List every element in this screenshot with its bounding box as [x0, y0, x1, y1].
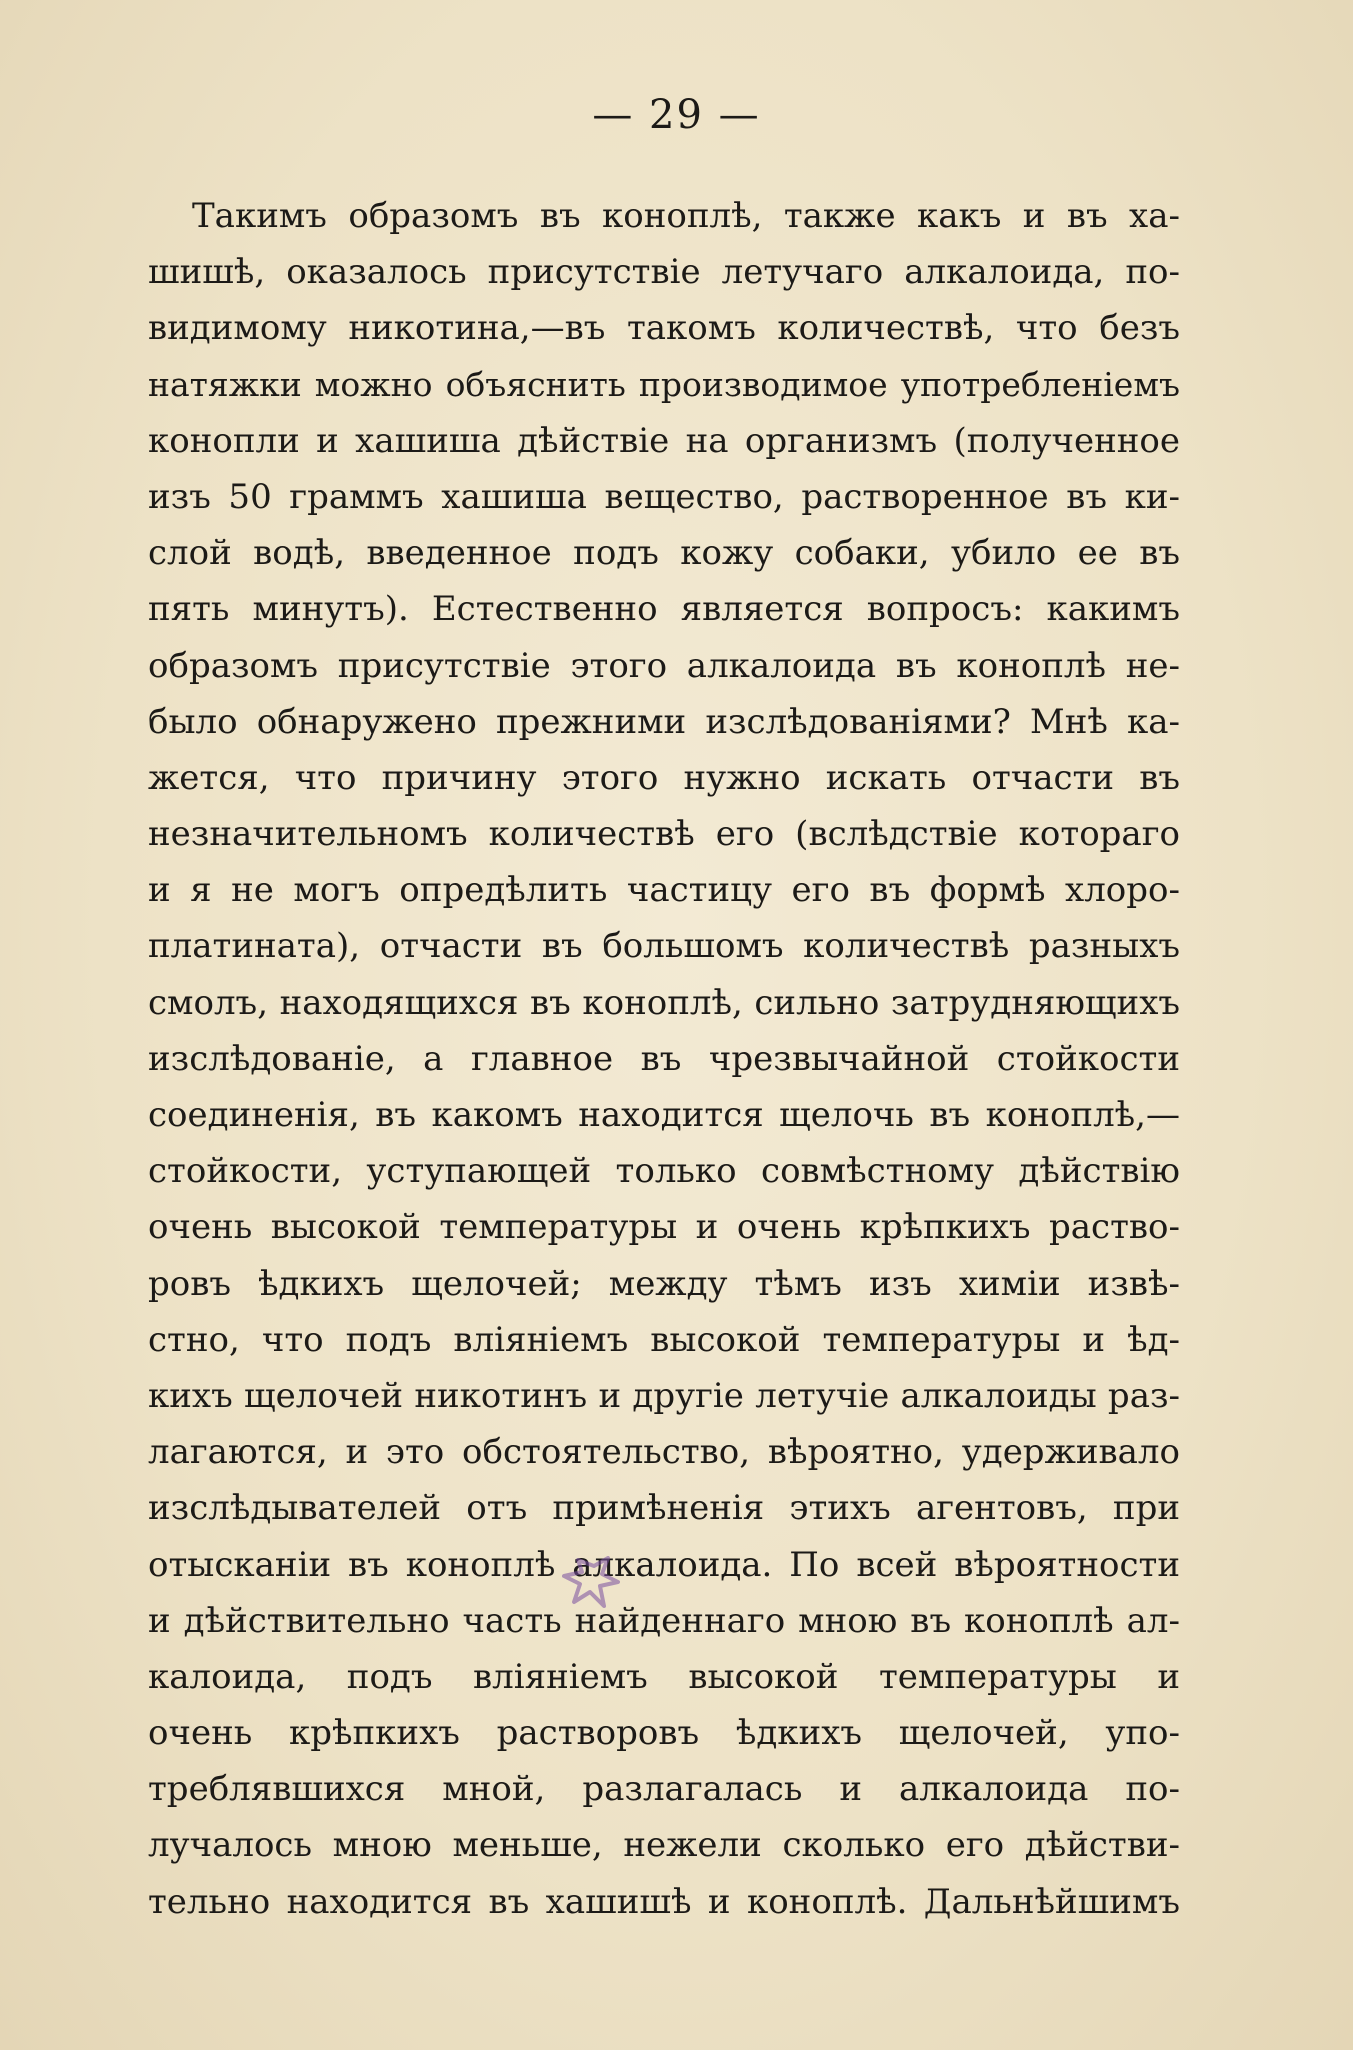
text-line: изслѣдывателей отъ примѣненія этихъ агентовъ, при [148, 1488, 1180, 1529]
text-line: натяжки можно объяснить производимое употребленіемъ [148, 364, 1180, 404]
text-line: незначительномъ количествѣ его (вслѣдствіе котораго [148, 814, 1180, 855]
text-line: конопли и хашиша дѣйствіе на организмъ (полученное [148, 420, 1180, 461]
text-line: стно, что подъ вліяніемъ высокой температуры и ѣд- [148, 1319, 1180, 1360]
text-line: жется, что причину этого нужно искать отчасти въ [148, 757, 1180, 798]
text-line: соединенія, въ какомъ находится щелочь въ коноплѣ,— [148, 1095, 1180, 1135]
text-line: тельно находится въ хашишѣ и коноплѣ. Дальнѣйшимъ [148, 1881, 1180, 1922]
text-line: изъ 50 граммъ хашиша вещество, растворенное въ ки- [148, 476, 1180, 517]
text-line: отысканіи въ коноплѣ алкалоида. По всей вѣроятности [148, 1544, 1180, 1585]
text-line: кихъ щелочей никотинъ и другіе летучіе алкалоиды раз- [148, 1375, 1180, 1416]
text-line: платината), отчасти въ большомъ количествѣ разныхъ [148, 926, 1180, 967]
text-line: очень крѣпкихъ растворовъ ѣдкихъ щелочей, упо- [148, 1713, 1180, 1754]
text-line: и я не могъ опредѣлить частицу его въ формѣ хлоро- [148, 870, 1180, 911]
text-line: лучалось мною меньше, нежели сколько его дѣйстви- [148, 1825, 1180, 1866]
text-line: Такимъ образомъ въ коноплѣ, также какъ и въ ха- [192, 196, 1180, 236]
text-line: лагаются, и это обстоятельство, вѣроятно, удерживало [148, 1432, 1180, 1473]
body-text [148, 188, 1180, 1930]
text-line: калоида, подъ вліяніемъ высокой температуры и [148, 1656, 1180, 1697]
text-line: стойкости, уступающей только совмѣстному дѣйствію [148, 1151, 1180, 1192]
text-line: очень высокой температуры и очень крѣпкихъ раство- [148, 1207, 1180, 1248]
text-line: смолъ, находящихся въ коноплѣ, сильно затрудняющихъ [148, 982, 1180, 1023]
text-line: пять минутъ). Естественно является вопросъ: какимъ [148, 589, 1180, 630]
library-stamp-mark [558, 1552, 628, 1614]
text-line: было обнаружено прежними изслѣдованіями? Мнѣ ка- [148, 701, 1180, 742]
text-line: и дѣйствительно часть найденнаго мною въ коноплѣ ал- [148, 1600, 1180, 1641]
text-line: видимому никотина,—въ такомъ количествѣ, что безъ [148, 308, 1180, 349]
text-line: слой водѣ, введенное подъ кожу собаки, убило ее въ [148, 533, 1180, 574]
text-line: треблявшихся мной, разлагалась и алкалоида по- [148, 1769, 1180, 1810]
text-line: изслѣдованіе, а главное въ чрезвычайной стойкости [148, 1038, 1180, 1079]
text-line: образомъ присутствіе этого алкалоида въ коноплѣ не- [148, 645, 1180, 686]
text-line: ровъ ѣдкихъ щелочей; между тѣмъ изъ химіи извѣ- [148, 1263, 1180, 1304]
page-number: — 29 — [592, 92, 761, 138]
text-line: шишѣ, оказалось присутствіе летучаго алкалоида, по- [148, 252, 1180, 293]
